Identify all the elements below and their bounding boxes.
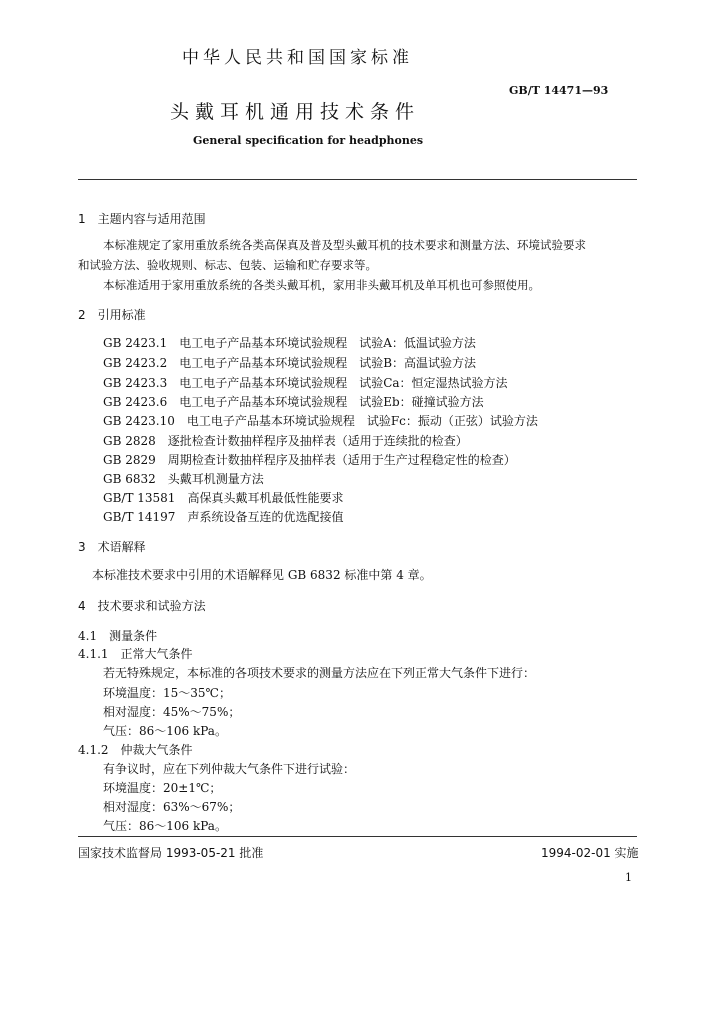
section-4-1-heading: 4.1 测量条件 [78,629,158,643]
condition-line: 相对湿度：63%～67%； [103,800,241,814]
section-1-heading: 1 主题内容与适用范围 [78,212,206,226]
reference-item: GB 2423.2 电工电子产品基本环境试验规程 试验B：高温试验方法 [103,356,477,370]
section-2-heading: 2 引用标准 [78,308,146,322]
reference-item: GB 2828 逐批检查计数抽样程序及抽样表（适用于连续批的检查） [103,434,468,448]
document-title-en: General specification for headphones [193,134,424,147]
condition-line: 若无特殊规定，本标准的各项技术要求的测量方法应在下列正常大气条件下进行： [103,666,536,680]
reference-item: GB 2423.3 电工电子产品基本环境试验规程 试验Ca：恒定湿热试验方法 [103,376,508,390]
reference-item: GB 2423.1 电工电子产品基本环境试验规程 试验A：低温试验方法 [103,336,476,350]
condition-line: 环境温度：15～35℃； [103,686,231,700]
section-3-heading: 3 术语解释 [78,540,146,554]
condition-line: 相对湿度：45%～75%； [103,705,241,719]
reference-item: GB/T 14197 声系统设备互连的优选配接值 [103,510,344,524]
standard-number: GB/T 14471—93 [509,84,609,97]
page-number: 1 [625,871,632,884]
section-3-para: 本标准技术要求中引用的术语解释见 GB 6832 标准中第 4 章。 [92,568,432,582]
reference-item: GB 2423.6 电工电子产品基本环境试验规程 试验Eb：碰撞试验方法 [103,395,484,409]
section-4-1-1-heading: 4.1.1 正常大气条件 [78,647,193,661]
condition-line: 有争议时，应在下列仲裁大气条件下进行试验： [103,762,356,776]
section-1-para-1b: 和试验方法、验收规则、标志、包装、运输和贮存要求等。 [78,258,377,272]
section-4-heading: 4 技术要求和试验方法 [78,599,206,613]
section-4-1-2-heading: 4.1.2 仲裁大气条件 [78,743,193,757]
issuing-authority: 中华人民共和国国家标准 [182,48,413,68]
reference-item: GB/T 13581 高保真头戴耳机最低性能要求 [103,491,344,505]
reference-item: GB 2423.10 电工电子产品基本环境试验规程 试验Fc：振动（正弦）试验方法 [103,414,538,428]
reference-item: GB 6832 头戴耳机测量方法 [103,472,264,486]
section-1-para-2: 本标准适用于家用重放系统的各类头戴耳机，家用非头戴耳机及单耳机也可参照使用。 [103,278,540,292]
reference-item: GB 2829 周期检查计数抽样程序及抽样表（适用于生产过程稳定性的检查） [103,453,516,467]
condition-line: 气压：86～106 kPa。 [103,819,227,833]
approval-info: 国家技术监督局 1993-05-21 批准 [78,846,264,860]
document-title: 头戴耳机通用技术条件 [170,101,421,123]
header-rule [78,179,637,180]
condition-line: 环境温度：20±1℃； [103,781,222,795]
section-1-para-1a: 本标准规定了家用重放系统各类高保真及普及型头戴耳机的技术要求和测量方法、环境试验要求 [103,238,586,252]
effective-date: 1994-02-01 实施 [541,846,639,860]
footer-rule [78,836,637,837]
condition-line: 气压：86～106 kPa。 [103,724,227,738]
